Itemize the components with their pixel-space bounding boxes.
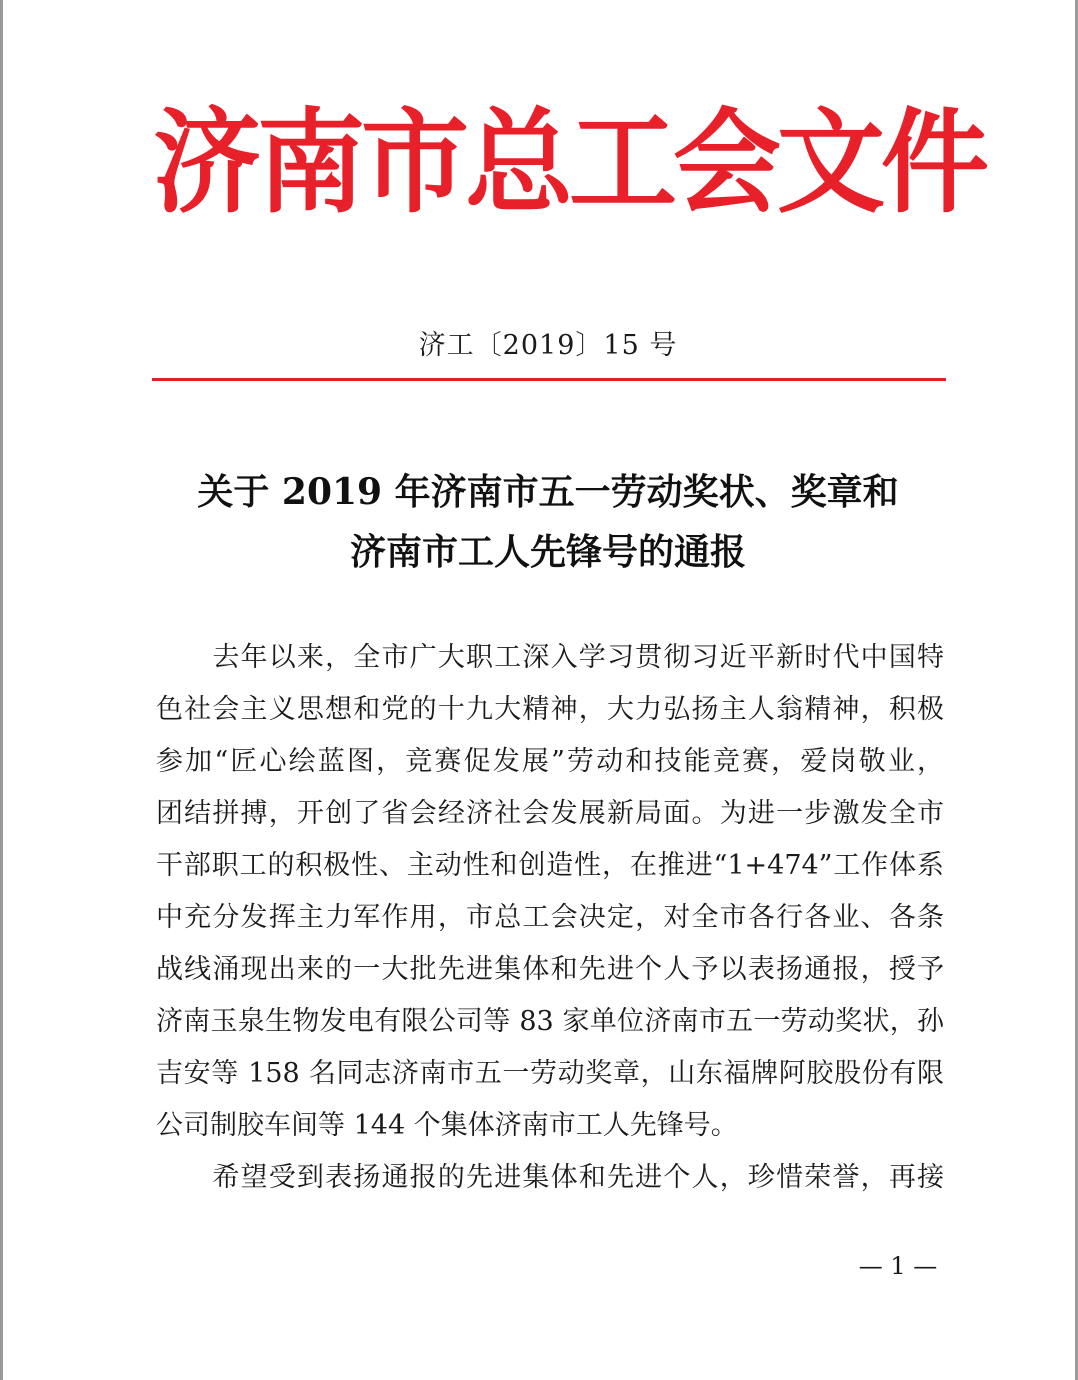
body-line: 吉安等 158 名同志济南市五一劳动奖章，山东福牌阿胶股份有限 — [156, 1058, 944, 1089]
red-divider-line — [152, 378, 946, 381]
body-line: 色社会主义思想和党的十九大精神，大力弘扬主人翁精神，积极 — [156, 694, 944, 725]
body-line: 干部职工的积极性、主动性和创造性，在推进“1+474”工作体系 — [156, 850, 944, 881]
document-body — [156, 632, 944, 1204]
page-number: — 1 — — [858, 1252, 938, 1280]
title-line-1: 关于 2019 年济南市五一劳动奖状、奖章和 — [197, 471, 899, 513]
body-line: 公司制胶车间等 144 个集体济南市工人先锋号。 — [156, 1110, 738, 1141]
title-line-2: 济南市工人先锋号的通报 — [349, 531, 746, 573]
document-number: 济工〔2019〕15 号 — [418, 330, 678, 361]
document-masthead: 济南市总工会文件 — [153, 97, 986, 229]
body-line: 参加“匠心绘蓝图，竞赛促发展”劳动和技能竞赛，爱岗敬业， — [156, 746, 944, 777]
document-title — [153, 462, 943, 582]
body-line: 团结拼搏，开创了省会经济社会发展新局面。为进一步激发全市 — [156, 798, 944, 829]
body-line: 希望受到表扬通报的先进集体和先进个人，珍惜荣誉，再接 — [156, 1162, 944, 1193]
body-line: 济南玉泉生物发电有限公司等 83 家单位济南市五一劳动奖状，孙 — [156, 1006, 944, 1037]
body-line: 中充分发挥主力军作用，市总工会决定，对全市各行各业、各条 — [156, 902, 944, 933]
body-line: 战线涌现出来的一大批先进集体和先进个人予以表扬通报，授予 — [156, 954, 944, 985]
body-line: 去年以来，全市广大职工深入学习贯彻习近平新时代中国特 — [156, 642, 944, 673]
